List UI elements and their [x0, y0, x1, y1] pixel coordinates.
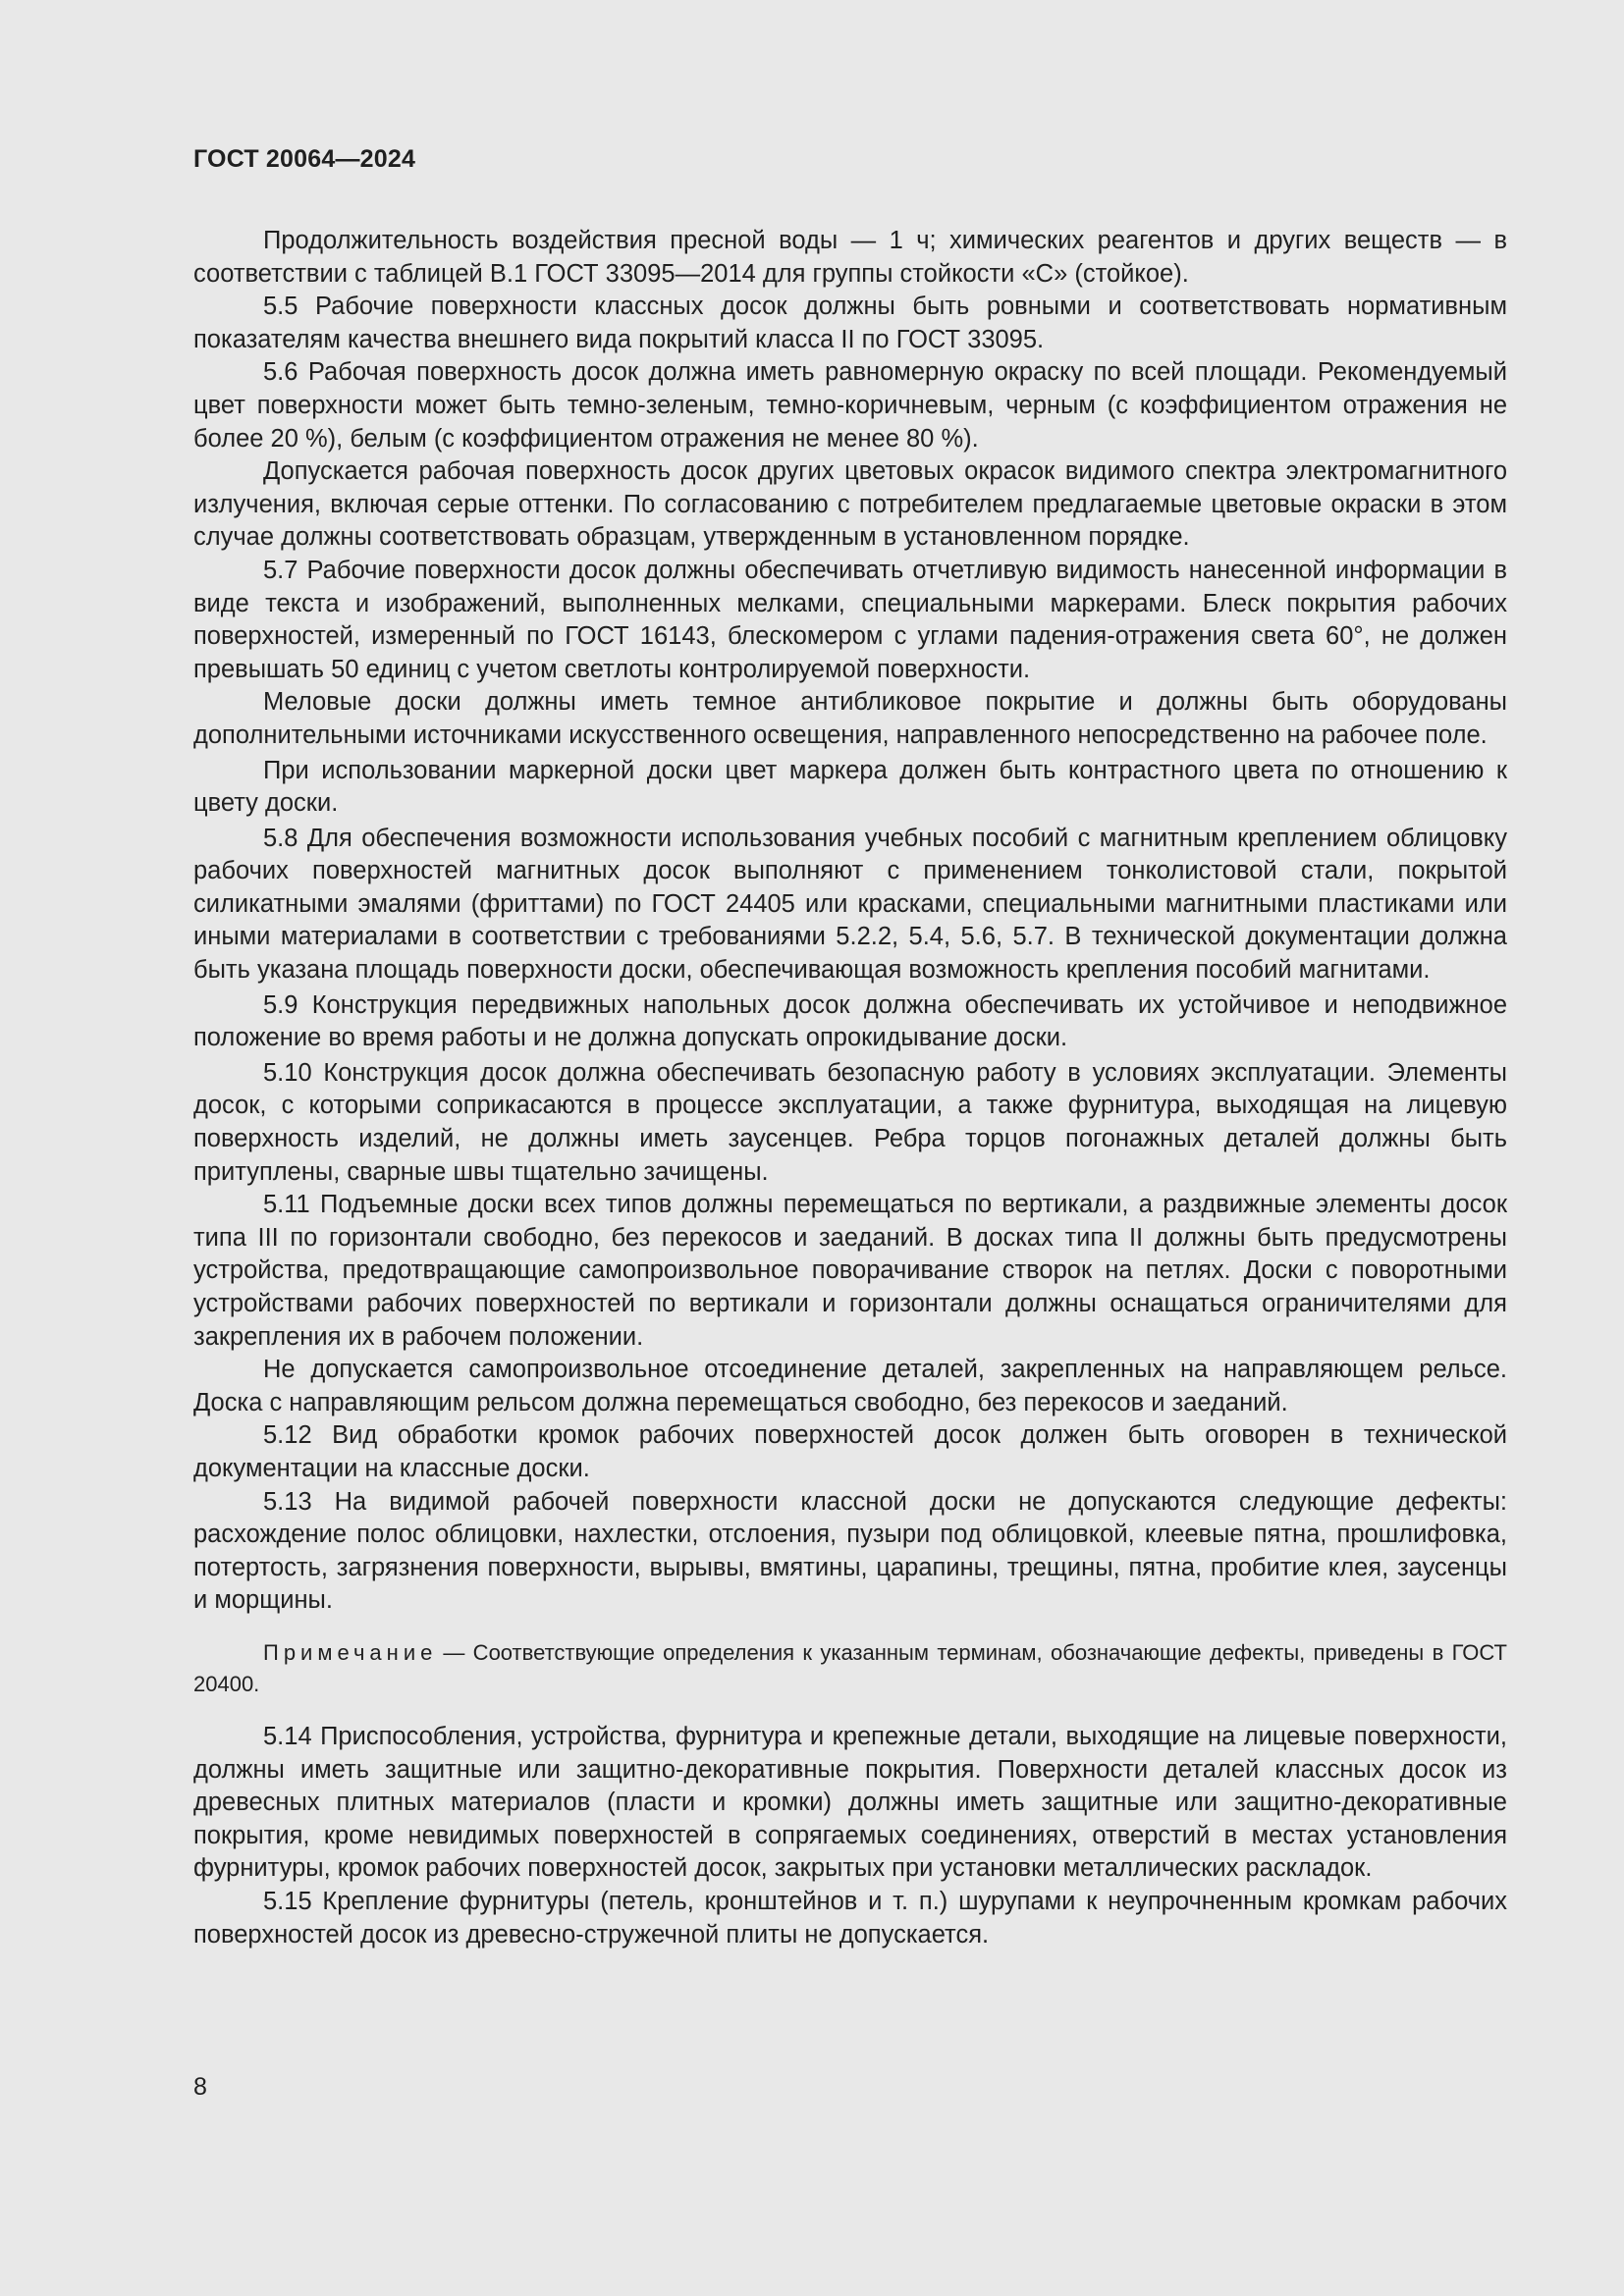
paragraph: Не допускается самопроизвольное отсоединение деталей, закрепленных на направляющем рельсе. Доска с направляющим рельсом должна перемещаться свободно, без перекосов и заеданий.	[193, 1356, 1507, 1416]
paragraph: Меловые доски должны иметь темное антибликовое покрытие и должны быть оборудованы дополнительными источниками искусственного освещения, направленного непосредственно на рабочее поле.	[193, 688, 1507, 749]
paragraph: Продолжительность воздействия пресной воды — 1 ч; химических реагентов и других веществ — в соответствии с таблицей В.1 ГОСТ 33095—2014 для группы стойкости «С» (стойкое).	[193, 227, 1507, 288]
paragraph-5-8: 5.8 Для обеспечения возможности использования учебных пособий с магнитным креплением облицовку рабочих поверхностей магнитных досок выполняют с применением тонколистовой стали, покрытой силикатными эмалями (фриттами) по ГОСТ 24405 или красками, специальными магнитными пластиками или иными материалами в соответствии с требованиями 5.2.2, 5.4, 5.6, 5.7. В технической документации должна быть указана площадь поверхности доски, обеспечивающая возможность крепления пособий магнитами.	[193, 824, 1507, 985]
paragraph-5-11: 5.11 Подъемные доски всех типов должны перемещаться по вертикали, а раздвижные элементы досок типа III по горизонтали свободно, без перекосов и заеданий. В досках типа II должны быть предусмотрены устройства, предотвращающие самопроизвольное поворачивание створок на петлях. Доски с поворотными устройствами рабочих поверхностей по вертикали и горизонтали должны оснащаться ограничителями для закрепления их в рабочем положении.	[193, 1191, 1507, 1351]
page-number: 8	[193, 2073, 207, 2101]
paragraph: При использовании маркерной доски цвет маркера должен быть контрастного цвета по отношению к цвету доски.	[193, 756, 1507, 818]
document-code-header: ГОСТ 20064—2024	[193, 145, 416, 173]
paragraph-5-12: 5.12 Вид обработки кромок рабочих поверхностей досок должен быть оговорен в технической документации на классные доски.	[193, 1421, 1507, 1482]
paragraph-5-5: 5.5 Рабочие поверхности классных досок должны быть ровными и соответствовать нормативным показателям качества внешнего вида покрытий класса II по ГОСТ 33095.	[193, 293, 1507, 353]
paragraph-5-7: 5.7 Рабочие поверхности досок должны обеспечивать отчетливую видимость нанесенной информации в виде текста и изображений, выполненных мелками, специальными маркерами. Блеск покрытия рабочих поверхностей, измеренный по ГОСТ 16143, блескомером с углами падения-отражения света 60°, не должен превышать 50 единиц с учетом светлоты контролируемой поверхности.	[193, 556, 1507, 683]
note	[193, 1637, 1507, 1700]
paragraph: Допускается рабочая поверхность досок других цветовых окрасок видимого спектра электромагнитного излучения, включая серые оттенки. По согласованию с потребителем предлагаемые цветовые окраски в этом случае должны соответствовать образцам, утвержденным в установленном порядке.	[193, 457, 1507, 552]
paragraph-5-15: 5.15 Крепление фурнитуры (петель, кронштейнов и т. п.) шурупами к неупрочненным кромкам рабочих поверхностей досок из древесно-стружечной плиты не допускается.	[193, 1887, 1507, 1949]
note-text: — Соответствующие определения к указанным терминам, обозначающие дефекты, приведены в ГОСТ 20400.	[193, 1639, 1507, 1696]
paragraph-5-14: 5.14 Приспособления, устройства, фурнитура и крепежные детали, выходящие на лицевые поверхности, должны иметь защитные или защитно-декоративные покрытия. Поверхности деталей классных досок из древесных плитных материалов (пласти и кромки) должны иметь защитные или защитно-декоративные покрытия, кроме невидимых поверхностей в сопрягаемых соединениях, отверстий в местах установления фурнитуры, кромок рабочих поверхностей досок, закрытых при установки металлических раскладок.	[193, 1722, 1507, 1883]
note-label: Примечание	[263, 1639, 438, 1665]
paragraph-5-6: 5.6 Рабочая поверхность досок должна иметь равномерную окраску по всей площади. Рекомендуемый цвет поверхности может быть темно-зеленым, темно-коричневым, черным (с коэффициентом отражения не более 20 %), белым (с коэффициентом отражения не менее 80 %).	[193, 358, 1507, 453]
paragraph-5-13: 5.13 На видимой рабочей поверхности классной доски не допускаются следующие дефекты: расхождение полос облицовки, нахлестки, отслоения, пузыри под облицовкой, клеевые пятна, прошлифовка, потертость, загрязнения поверхности, вырывы, вмятины, царапины, трещины, пятна, пробитие клея, заусенцы и морщины.	[193, 1487, 1507, 1615]
document-body	[193, 225, 1507, 1951]
paragraph-5-9: 5.9 Конструкция передвижных напольных досок должна обеспечивать их устойчивое и неподвижное положение во время работы и не должна допускать опрокидывание доски.	[193, 990, 1507, 1052]
paragraph-5-10: 5.10 Конструкция досок должна обеспечивать безопасную работу в условиях эксплуатации. Элементы досок, с которыми соприкасаются в процессе эксплуатации, а также фурнитура, выходящая на лицевую поверхность изделий, не должны иметь заусенцев. Ребра торцов погонажных деталей должны быть притуплены, сварные швы тщательно зачищены.	[193, 1058, 1507, 1186]
